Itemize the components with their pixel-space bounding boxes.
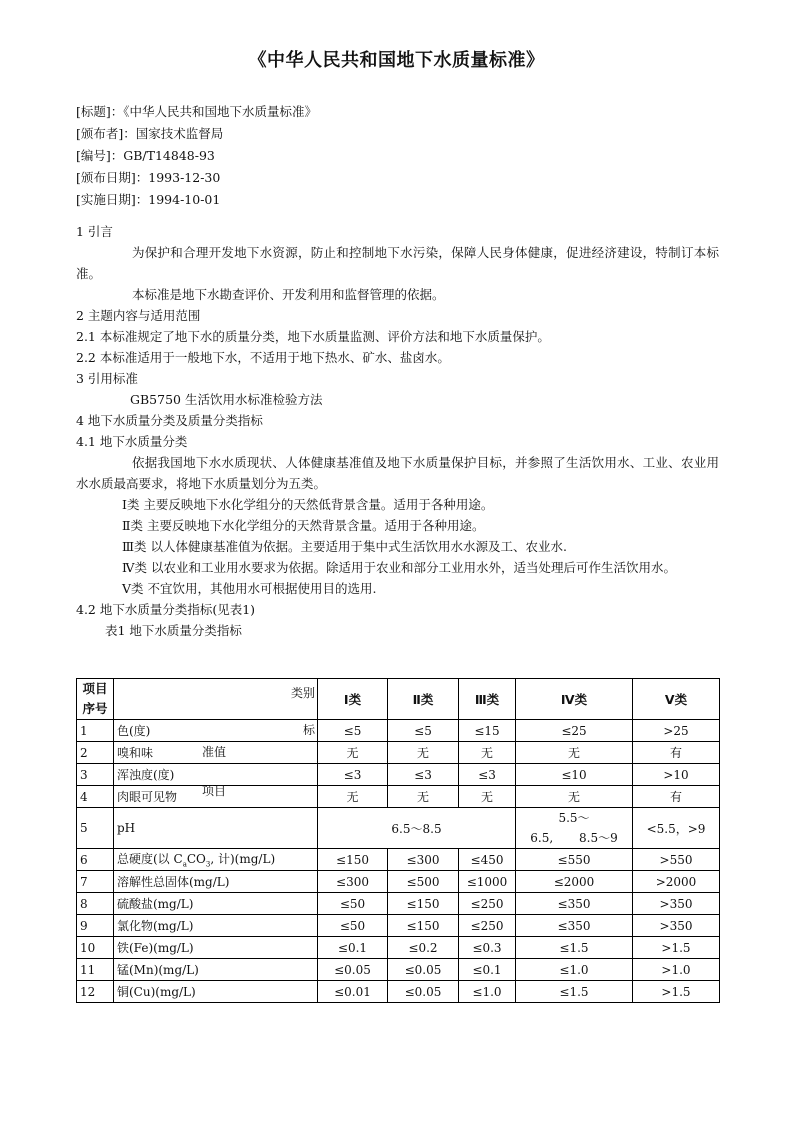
row-value-class-5: >10 [633,764,720,786]
row-value-class-1: ≤0.01 [318,981,388,1003]
row-value-merged: 6.5～8.5 [318,808,516,849]
row-value-class-5: >1.0 [633,959,720,981]
table-row [77,937,720,959]
row-value-class-1: ≤0.1 [318,937,388,959]
table-caption: 表1 地下水质量分类指标 [105,623,242,638]
row-value-class-2: ≤150 [388,915,459,937]
header-class-5: Ⅴ类 [633,679,720,720]
header-class-2: Ⅱ类 [388,679,459,720]
row-value-class-5: 有 [633,742,720,764]
row-number: 2 [77,742,114,764]
row-value-class-4: ≤1.5 [516,981,633,1003]
row-value-class-5: >1.5 [633,937,720,959]
row-item: 锰(Mn)(mg/L) [114,959,318,981]
row-value-class-4: ≤25 [516,720,633,742]
class-description: Ⅰ类 主要反映地下水化学组分的天然低背景含量。适用于各种用途。 [122,497,494,512]
item-subscript: 3 [205,860,211,869]
section-heading: 3 引用标准 [76,371,138,386]
table-header-row [77,679,720,720]
row-value-class-4: ≤1.0 [516,959,633,981]
section-heading: 1 引言 [76,224,113,239]
row-value-class-3: ≤0.1 [459,959,516,981]
row-value-class-3: 无 [459,742,516,764]
subsection-heading: 4.1 地下水质量分类 [76,434,188,449]
item-text: CO [186,852,206,867]
row-value-class-3: ≤250 [459,893,516,915]
document-meta [76,101,317,211]
table-row [77,959,720,981]
row-value-class-4: ≤350 [516,915,633,937]
meta-effective-date: [实施日期]：1994-10-01 [76,192,221,207]
row-value-class-5: 有 [633,786,720,808]
row-value-class-3: ≤1000 [459,871,516,893]
header-value-label: 准值 [202,745,227,759]
row-number: 10 [77,937,114,959]
row-number: 9 [77,915,114,937]
class-description: Ⅴ类 不宜饮用，其他用水可根据使用目的选用. [122,581,377,596]
row-number: 1 [77,720,114,742]
item-text: , 计)(mg/L) [210,852,276,867]
row-value-class-3: ≤3 [459,764,516,786]
clause: 2.1 本标准规定了地下水的质量分类，地下水质量监测、评价方法和地下水质量保护。 [76,329,550,344]
row-number: 4 [77,786,114,808]
page-title: 《中华人民共和国地下水质量标准》 [248,50,545,71]
row-item: 硫酸盐(mg/L) [114,893,318,915]
row-value-class-1: ≤50 [318,893,388,915]
row-value-class-5: >2000 [633,871,720,893]
row-number: 11 [77,959,114,981]
ph-iv-line-1: 5.5～ [558,811,590,825]
row-value-class-3: ≤450 [459,849,516,871]
table-row [77,720,720,742]
row-value-class-4: 无 [516,742,633,764]
row-item: 铜(Cu)(mg/L) [114,981,318,1003]
row-value-class-1: 无 [318,786,388,808]
row-value-class-5: >350 [633,915,720,937]
meta-issuer: [颁布者]：国家技术监督局 [76,126,224,141]
table-row [77,742,720,764]
header-class-1: Ⅰ类 [318,679,388,720]
row-value-class-4: ≤1.5 [516,937,633,959]
table-row [77,849,720,871]
meta-number: [编号]：GB/T14848-93 [76,148,215,163]
row-value-class-1: ≤300 [318,871,388,893]
row-number: 7 [77,871,114,893]
row-value-class-2: ≤0.2 [388,937,459,959]
row-value-class-5: >550 [633,849,720,871]
row-number: 5 [77,808,114,849]
table-row [77,871,720,893]
row-item: 铁(Fe)(mg/L) [114,937,318,959]
row-value-class-1: ≤150 [318,849,388,871]
row-item: 溶解性总固体(mg/L) [114,871,318,893]
row-value-class-2: ≤3 [388,764,459,786]
row-value-class-2: ≤0.05 [388,981,459,1003]
header-class-4: Ⅳ类 [516,679,633,720]
reference-standard: GB5750 生活饮用水标准检验方法 [130,392,323,407]
paragraph: 依据我国地下水水质现状、人体健康基准值及地下水质量保护目标，并参照了生活饮用水、工业、农业用水水质最高要求，将地下水质量划分为五类。 [76,455,719,491]
row-value-class-1: ≤0.05 [318,959,388,981]
paragraph: 本标准是地下水勘查评价、开发利用和监督管理的依据。 [132,287,445,302]
row-value-class-4 [516,808,633,849]
row-number: 8 [77,893,114,915]
row-item: 氯化物(mg/L) [114,915,318,937]
row-value-class-1: ≤50 [318,915,388,937]
row-value-class-5: >25 [633,720,720,742]
row-value-class-4: ≤2000 [516,871,633,893]
row-value-class-2: ≤500 [388,871,459,893]
class-description: Ⅱ类 主要反映地下水化学组分的天然背景含量。适用于各种用途。 [122,518,485,533]
row-value-class-2: 无 [388,786,459,808]
row-item: 浑浊度(度) [114,764,318,786]
class-description [76,557,719,578]
row-value-class-4: ≤550 [516,849,633,871]
clause: 2.2 本标准适用于一般地下水，不适用于地下热水、矿水、盐卤水。 [76,350,450,365]
row-value-class-1: ≤3 [318,764,388,786]
header-standard-label: 标 [302,723,315,737]
paragraph: 为保护和合理开发地下水资源，防止和控制地下水污染，保障人民身体健康，促进经济建设，特制订本标准。 [76,245,719,281]
header-item-label: 项目 [202,784,227,798]
item-text: 总硬度(以 C [117,852,183,867]
table-row [77,786,720,808]
row-value-class-3: ≤15 [459,720,516,742]
meta-issue-date: [颁布日期]：1993-12-30 [76,170,221,185]
row-item: 嗅和味 [114,742,318,764]
row-value-class-5: <5.5，>9 [633,808,720,849]
header-class-3: Ⅲ类 [459,679,516,720]
row-value-class-4: ≤350 [516,893,633,915]
row-value-class-2: ≤300 [388,849,459,871]
class-description: Ⅲ类 以人体健康基准值为依据。主要适用于集中式生活饮用水水源及工、农业水. [122,539,568,554]
table-row [77,915,720,937]
row-value-class-1: ≤5 [318,720,388,742]
row-value-class-2: ≤5 [388,720,459,742]
row-value-class-5: >350 [633,893,720,915]
row-value-class-3: ≤0.3 [459,937,516,959]
item-subscript: a [182,860,187,869]
row-value-class-2: ≤0.05 [388,959,459,981]
document-body [76,221,719,641]
row-number: 3 [77,764,114,786]
section-heading: 4 地下水质量分类及质量分类指标 [76,413,263,428]
row-item: 肉眼可见物 [114,786,318,808]
ph-iv-line-2: 6.5, 8.5～9 [530,831,618,845]
row-value-class-5: >1.5 [633,981,720,1003]
header-category-label: 类别 [290,686,315,700]
table-row [77,764,720,786]
meta-title: [标题]：《中华人民共和国地下水质量标准》 [76,104,318,119]
row-value-class-1: 无 [318,742,388,764]
row-value-class-3: 无 [459,786,516,808]
table-row [77,981,720,1003]
row-value-class-3: ≤1.0 [459,981,516,1003]
section-heading: 2 主题内容与适用范围 [76,308,201,323]
row-value-class-3: ≤250 [459,915,516,937]
row-number: 12 [77,981,114,1003]
row-item: 色(度) [114,720,318,742]
class-4-text: Ⅳ类 以农业和工业用水要求为依据。除适用于农业和部分工业用水外，适当处理后可作生活饮用水。 [122,560,676,575]
row-item [114,849,318,871]
row-value-class-4: ≤10 [516,764,633,786]
quality-table [76,678,720,1003]
table-row [77,893,720,915]
row-value-class-4: 无 [516,786,633,808]
row-value-class-2: ≤150 [388,893,459,915]
row-value-class-2: 无 [388,742,459,764]
table-row [77,808,720,849]
header-seq: 项目序号 [77,679,114,720]
row-item: pH [114,808,318,849]
subsection-heading: 4.2 地下水质量分类指标(见表1) [76,602,256,617]
row-number: 6 [77,849,114,871]
